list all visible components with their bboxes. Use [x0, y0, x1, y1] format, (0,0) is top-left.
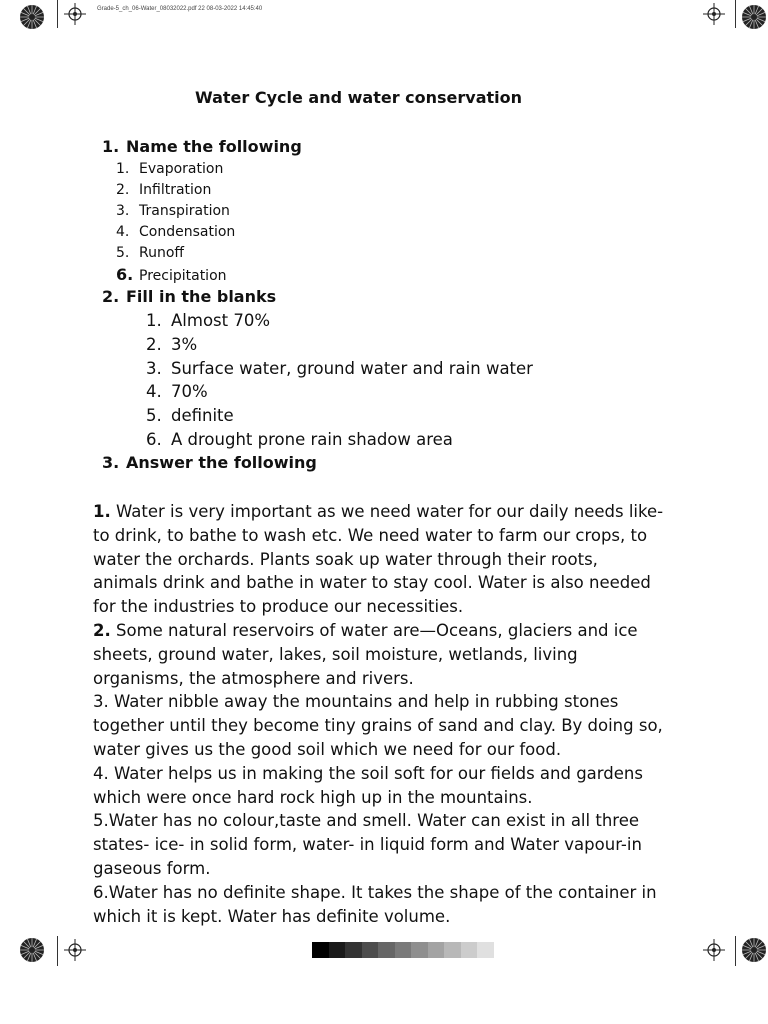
list-number: 6. [146, 429, 162, 449]
rosette-icon [17, 935, 47, 965]
answer-line: water the orchards. Plants soak up water through their roots, [93, 549, 598, 569]
list-number: 1. [116, 161, 130, 177]
answer-line: to drink, to bathe to wash etc. We need water to farm our crops, to [93, 525, 648, 545]
answer-line: organisms, the atmosphere and rivers. [93, 668, 414, 688]
list-item [116, 159, 235, 180]
answer-line: sheets, ground water, lakes, soil moisture, wetlands, living [93, 644, 578, 664]
list-number: 3. [116, 203, 130, 219]
answer-line: water gives us the good soil which we need for our food. [93, 739, 562, 759]
list-item [116, 201, 235, 222]
section-heading-fill-in-the-blanks [102, 287, 276, 306]
list-item [116, 180, 235, 201]
greyscale-swatch [345, 942, 362, 958]
list-text: Surface water, ground water and rain water [171, 358, 533, 378]
list-text: 70% [171, 382, 208, 402]
list-text: Almost 70% [171, 311, 271, 330]
list-number: 1. [146, 311, 162, 330]
list-number: 4. [116, 224, 130, 240]
section-number: 3. [102, 453, 120, 472]
section-title: Answer the following [126, 453, 317, 472]
greyscale-bar [312, 942, 494, 958]
list-item [146, 309, 533, 333]
registration-mark-icon [64, 3, 86, 25]
list-item [116, 264, 235, 287]
answer-line: 3. Water nibble away the mountains and help in rubbing stones [93, 692, 619, 712]
trim-line-top-right [735, 0, 736, 28]
trim-line-bottom-left [57, 936, 58, 966]
list-number: 2. [116, 182, 130, 198]
page-title: Water Cycle and water conservation [195, 88, 523, 107]
section-number: 2. [102, 287, 120, 306]
fill-in-the-blanks-list [146, 309, 533, 452]
section-heading-name-the-following [102, 137, 302, 156]
list-item [116, 222, 235, 243]
rosette-icon [739, 2, 768, 32]
list-text: definite [171, 406, 234, 426]
answer-line: gaseous form. [93, 858, 211, 878]
list-item [146, 404, 533, 428]
list-number: 5. [146, 406, 162, 426]
list-text: Transpiration [139, 203, 230, 219]
list-item [146, 380, 533, 404]
answer-line: for the industries to produce our necessities. [93, 597, 464, 617]
registration-mark-icon [64, 939, 86, 961]
list-number: 6. [116, 265, 134, 284]
list-number: 2. [146, 334, 162, 354]
answer-line: which were once hard rock high up in the mountains. [93, 787, 533, 807]
greyscale-swatch [395, 942, 412, 958]
section-title: Name the following [126, 137, 302, 156]
list-item [146, 428, 533, 452]
rosette-icon [739, 935, 768, 965]
name-the-following-list [116, 159, 235, 287]
answer-line: which it is kept. Water has definite volume. [93, 906, 451, 926]
list-item [146, 333, 533, 357]
answer-line: together until they become tiny grains of sand and clay. By doing so, [93, 716, 663, 736]
list-text: Precipitation [139, 268, 227, 284]
list-text: Infiltration [139, 182, 212, 198]
file-slug: Grade-5_ch_06-Water_08032022.pdf 22 08-03-2022 14:45:40 [97, 6, 263, 12]
answer-line: states- ice- in solid form, water- in liquid form and Water vapour-in [93, 835, 642, 855]
section-title: Fill in the blanks [126, 287, 277, 306]
registration-mark-icon [703, 939, 725, 961]
greyscale-swatch [411, 942, 428, 958]
list-text: 3% [171, 334, 198, 354]
answer-line: 1. Water is very important as we need water for our daily needs like- [93, 502, 664, 521]
list-number: 4. [146, 382, 162, 402]
answer-number: 1. [93, 502, 111, 521]
answer-line: 4. Water helps us in making the soil soft for our fields and gardens [93, 763, 643, 783]
list-text: Condensation [139, 224, 236, 240]
list-item [116, 243, 235, 264]
trim-line-bottom-right [735, 936, 736, 966]
list-text: Runoff [139, 245, 185, 261]
section-heading-answer-the-following [102, 453, 317, 472]
greyscale-swatch [477, 942, 494, 958]
answer-line: 5.Water has no colour,taste and smell. Water can exist in all three [93, 811, 639, 831]
answer-number: 2. [93, 620, 111, 640]
answer-line: 6.Water has no definite shape. It takes the shape of the container in [93, 882, 657, 902]
rosette-icon [17, 2, 47, 32]
greyscale-swatch [378, 942, 395, 958]
greyscale-swatch [362, 942, 379, 958]
greyscale-swatch [461, 942, 478, 958]
greyscale-swatch [329, 942, 346, 958]
list-text: A drought prone rain shadow area [171, 429, 453, 449]
list-number: 3. [146, 358, 162, 378]
list-number: 5. [116, 245, 130, 261]
greyscale-swatch [428, 942, 445, 958]
list-item [146, 357, 533, 381]
answer-line: 2. Some natural reservoirs of water are—Oceans, glaciers and ice [93, 620, 638, 640]
greyscale-swatch [312, 942, 329, 958]
registration-mark-icon [703, 3, 725, 25]
section-number: 1. [102, 137, 120, 156]
answer-line: animals drink and bathe in water to stay cool. Water is also needed [93, 573, 651, 593]
answers-body [93, 500, 693, 928]
greyscale-swatch [444, 942, 461, 958]
list-text: Evaporation [139, 161, 224, 177]
trim-line-top-left [57, 0, 58, 28]
